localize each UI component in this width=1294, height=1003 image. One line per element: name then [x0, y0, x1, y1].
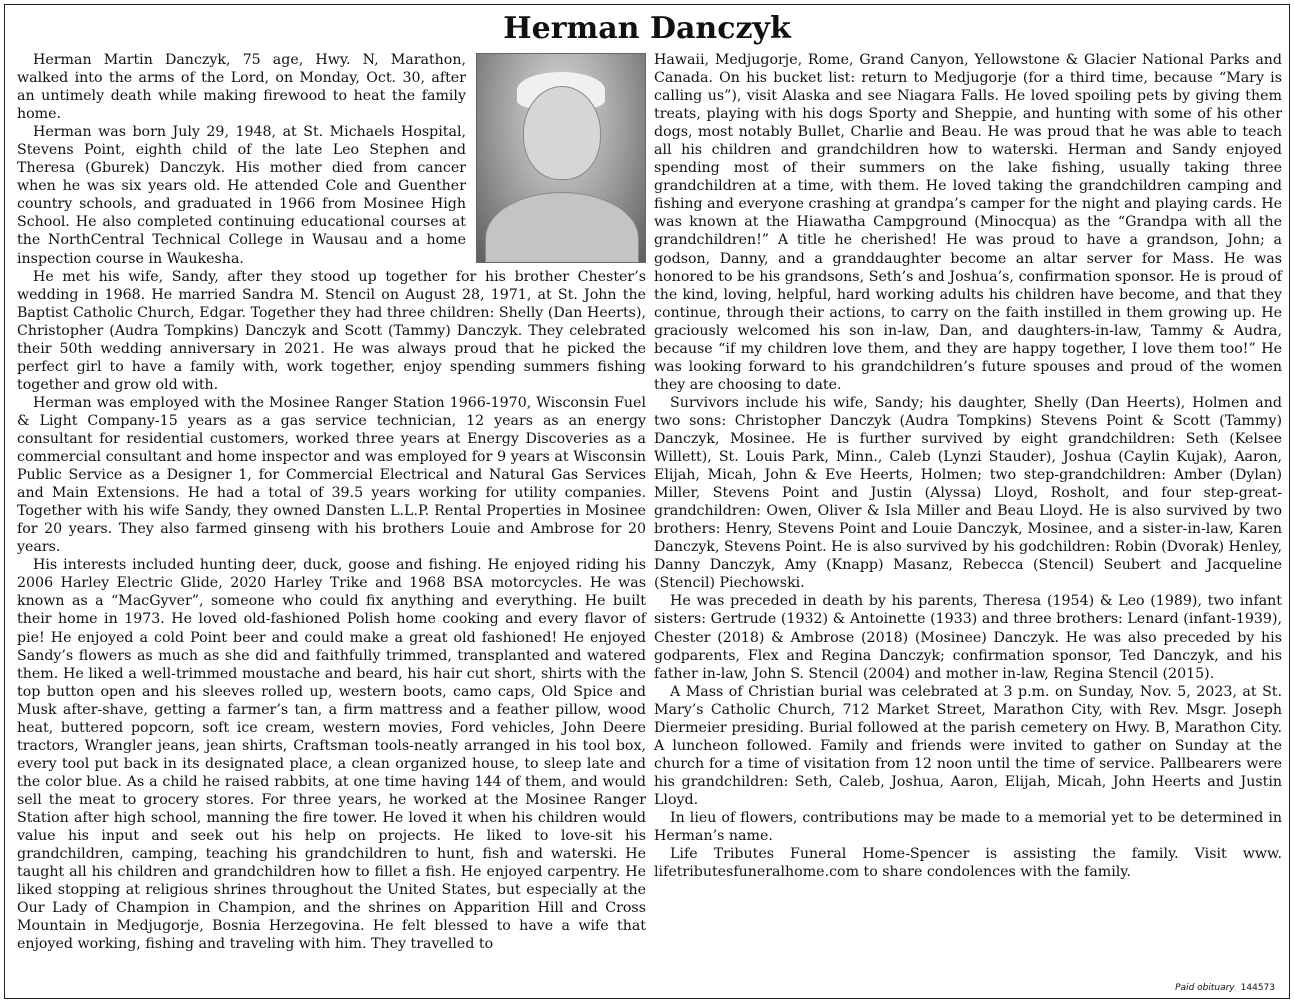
left-column: [17, 51, 646, 953]
obituary-title: Herman Danczyk: [503, 11, 791, 46]
shoulders-shape: [485, 192, 639, 263]
paid-obituary-label: Paid obituary: [1175, 983, 1235, 993]
paragraph-continued: Hawaii, Medjugorje, Rome, Grand Canyon, Yellowstone & Glacier National Parks and Canada. On his bucket list: return to Medjugorje (for a third time, because “Mary is calling us”), visit Alaska and see Niagara Falls. He loved spoiling pets by giving them treats, playing with his dogs Sporty and Sheppie, and hunting with some of his other dogs, most notably Bullet, Charlie and Beau. He was proud that he was able to teach all his children and grandchildren how to waterski. Herman and Sandy enjoyed spending most of their summers on the lake fishing, usually taking three grandchildren at a time, with them. He loved taking the grandchildren camping and fishing and everyone crashing at grandpa’s camper for the night and playing cards. He was known at the Hiawatha Campground (Minocqua) as the “Grandpa with all the grandchildren!” A title he cherished! He was proud to have a grandson, John; a godson, Danny, and a granddaughter become an altar server for Mass. He was honored to be his grandsons, Seth’s and Joshua’s, confirmation sponsor. He is proud of the kind, loving, helpful, hard working adults his children have become, and that they continue, through their actions, to carry on the faith instilled in them growing up. He graciously welcomed his son in-law, Dan, and daughters-in-law, Tammy & Audra, because “if my children love them, and they are happy together, I love them too!” He was looking forward to his grandchildren’s future spouses and proud of the women they are choosing to date.: [654, 52, 1282, 393]
paragraph-marriage: He met his wife, Sandy, after they stood up together for his brother Chester’s wedding in 1968. He married Sandra M. Stencil on August 28, 1971, at St. John the Baptist Catholic Church, Edgar. Together they had three children: Shelly (Dan Heerts), Christopher (Audra Tompkins) Danczyk and Scott (Tammy) Danczyk. They celebrated their 50th wedding anniversary in 2021. He was always proud that he picked the perfect girl to have a family with, work together, enjoy spending summers fishing together and grow old with.: [17, 268, 646, 393]
obituary-page: [4, 4, 1290, 999]
paragraph-funeral-home: Life Tributes Funeral Home-Spencer is assisting the family. Visit www. lifetributesfuneralhome.com to share condolences with the family.: [654, 846, 1282, 881]
paragraph-preceded: He was preceded in death by his parents, Theresa (1954) & Leo (1989), two infant sisters: Gertrude (1932) & Antoinette (1933) and three brothers: Lenard (infant-1939), Chester (2018) & Ambrose (2018) (Mosinee) Danczyk. He was also preceded by his godparents, Flex and Regina Danczyk; confirmation sponsor, Ted Danczyk, and his father in-law, John S. Stencil (2004) and mother in-law, Regina Stencil (2015).: [654, 593, 1282, 682]
portrait-photo: [476, 53, 646, 263]
paragraph-announcement: Herman Martin Danczyk, 75 age, Hwy. N, Marathon, walked into the arms of the Lord, on Monday, Oct. 30, after an untimely death while making firewood to heat the family home.: [17, 52, 466, 123]
head-shape: [523, 86, 601, 180]
paragraph-career: Herman was employed with the Mosinee Ranger Station 1966-1970, Wisconsin Fuel & Light Company-15 years as a gas service technician, 12 years as an energy consultant for residential customers, worked three years at Energy Discoveries as a commercial consultant and home inspector and was employed for 9 years at Wisconsin Public Service as a Designer 1, for Commercial Electrical and Natural Gas Services and Main Extensions. He had a total of 39.5 years working for utility companies. Together with his wife Sandy, they owned Dansten L.L.P. Rental Properties in Mosinee for 20 years. They also farmed ginseng with his brothers Louie and Ambrose for 20 years.: [17, 394, 646, 556]
paragraph-survivors: Survivors include his wife, Sandy; his daughter, Shelly (Dan Heerts), Holmen and two sons: Christopher Danczyk (Audra Tompkins) Stevens Point & Scott (Tammy) Danczyk, Mosinee. He is further survived by eight grandchildren: Seth (Kelsee Willett), St. Louis Park, Minn., Caleb (Lynzi Stauder), Joshua (Caylin Kujak), Aaron, Elijah, Micah, John & Eve Heerts, Holmen; two step-grandchildren: Amber (Dylan) Miller, Stevens Point and Justin (Alyssa) Lloyd, Rosholt, and four step-great-grandchildren: Owen, Oliver & Isla Miller and Beau Lloyd. He is also survived by two brothers: Henry, Stevens Point and Louie Danczyk, Mosinee, and a sister-in-law, Karen Danczyk, Stevens Point. He is also survived by his godchildren: Robin (Dvorak) Henley, Danny Danczyk, Amy (Knapp) Masanz, Rebecca (Stencil) Seubert and Jacqueline (Stencil) Piechowski.: [654, 394, 1282, 592]
paragraph-mass: A Mass of Christian burial was celebrated at 3 p.m. on Sunday, Nov. 5, 2023, at St. Mary’s Catholic Church, 712 Market Street, Marathon City, with Rev. Msgr. Joseph Diermeier presiding. Burial followed at the parish cemetery on Hwy. B, Marathon City. A luncheon followed. Family and friends were invited to gather on Sunday at the church for a time of visitation from 12 noon until the time of service. Pallbearers were his grandchildren: Seth, Caleb, Joshua, Aaron, Elijah, Micah, John Heerts and Justin Lloyd.: [654, 683, 1282, 808]
obituary-number: 144573: [1240, 983, 1275, 993]
paid-obituary-footer: [1175, 983, 1275, 993]
paragraph-early-life: Herman was born July 29, 1948, at St. Michaels Hospital, Stevens Point, eighth child of the late Leo Stephen and Theresa (Gburek) Danczyk. His mother died from cancer when he was six years old. He attended Cole and Guenther country schools, and graduated in 1966 from Mosinee High School. He also completed continuing educational courses at the NorthCentral Technical College in Wausau and a home inspection course in Waukesha.: [17, 124, 466, 267]
paragraph-interests: His interests included hunting deer, duck, goose and fishing. He enjoyed riding his 2006 Harley Electric Glide, 2020 Harley Trike and 1968 BSA motorcycles. He was known as a “MacGyver”, someone who could fix anything and everything. He built their home in 1973. He loved old-fashioned Polish home cooking and every flavor of pie! He enjoyed a cold Point beer and could make a great old fashioned! He enjoyed Sandy’s flowers as much as she did and faithfully trimmed, transplanted and watered them. He liked a well-trimmed moustache and beard, his hair cut short, shirts with the top button open and his sleeves rolled up, western boots, camo caps, Old Spice and Musk after-shave, getting a farmer’s tan, a firm mattress and a feather pillow, wood heat, buttered popcorn, soft ice cream, western movies, Ford vehicles, John Deere tractors, Wrangler jeans, jean shirts, Craftsman tools-neatly arranged in his tool box, every tool put back in its designated place, a clean organized house, to sleep late and the color blue. As a child he raised rabbits, at one time having 144 of them, and would sell the meat to grocery stores. For three years, he worked at the Mosinee Ranger Station after high school, manning the fire tower. He loved it when his children would value his input and seek out his help on projects. He liked to love-sit his grandchildren, camping, teaching his grandchildren to hunt, fish and waterski. He taught all his children and grandchildren how to fillet a fish. He enjoyed carpentry. He liked stopping at religious shrines throughout the United States, but especially at the Our Lady of Champion in Champion, and the shrines on Apparition Hill and Cross Mountain in Medjugorje, Bosnia Herzegovina. He felt blessed to have a wife that enjoyed working, fishing and traveling with him. They travelled to: [17, 557, 646, 953]
right-column: [654, 51, 1282, 881]
paragraph-memorial: In lieu of flowers, contributions may be made to a memorial yet to be determined in Herman’s name.: [654, 809, 1282, 845]
